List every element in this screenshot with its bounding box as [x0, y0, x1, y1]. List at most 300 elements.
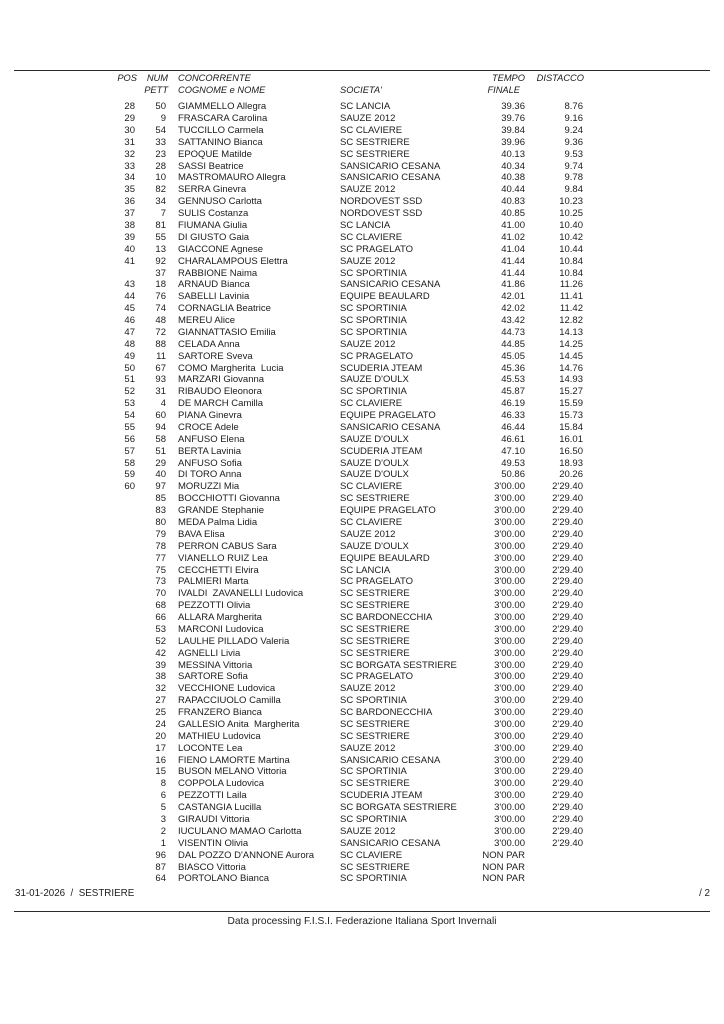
bib-number-cell: 93 [155, 374, 166, 386]
final-time-cell: 3'00.00 [494, 659, 525, 671]
gap-cell: 2'29.40 [552, 552, 583, 564]
pos-cell: 48 [124, 338, 135, 350]
club-cell: SC SPORTINIA [340, 814, 407, 825]
table-row [0, 220, 724, 232]
bib-number-cell: 37 [155, 267, 166, 279]
competitor-name-cell: DAL POZZO D'ANNONE Aurora [178, 849, 315, 861]
bib-number-cell: 38 [155, 671, 166, 683]
bib-number-cell: 32 [155, 683, 166, 695]
final-time-cell: 47.10 [501, 445, 525, 457]
club-cell: SAUZE 2012 [340, 683, 396, 695]
table-row [0, 660, 724, 672]
bib-number-cell: 68 [155, 600, 166, 612]
competitor-name-cell: PIANA Ginevra [178, 410, 242, 422]
competitor-name-cell: GIRAUDI Vittoria [178, 814, 250, 825]
gap-cell: 10.42 [559, 231, 583, 243]
table-row [0, 873, 724, 885]
column-header-distacco: DISTACCO [536, 73, 584, 83]
competitor-name-cell: CASTANGIA Lucilla [178, 802, 262, 814]
final-time-cell: 3'00.00 [494, 552, 525, 564]
pos-cell: 52 [124, 386, 135, 398]
table-row [0, 766, 724, 778]
pos-cell: 51 [124, 374, 135, 386]
final-time-cell: 46.33 [501, 410, 525, 422]
club-cell: SAUZE 2012 [340, 113, 396, 125]
club-cell: SC SPORTINIA [340, 873, 407, 885]
competitor-name-cell: MESSINA Vittoria [178, 659, 253, 671]
gap-cell: 10.40 [559, 220, 583, 231]
bib-number-cell: 94 [155, 421, 166, 433]
table-row [0, 826, 724, 838]
competitor-name-cell: PORTOLANO Bianca [178, 873, 269, 885]
bib-number-cell: 40 [155, 469, 166, 481]
club-cell: SAUZE D'OULX [340, 469, 409, 481]
bib-number-cell: 74 [155, 303, 166, 315]
table-row [0, 125, 724, 137]
gap-cell: 2'29.40 [552, 588, 583, 600]
gap-cell: 10.84 [559, 267, 583, 279]
table-row [0, 196, 724, 208]
final-time-cell: 3'00.00 [494, 540, 525, 552]
final-time-cell: NON PAR [482, 861, 525, 873]
table-row [0, 469, 724, 481]
club-cell: SCUDERIA JTEAM [340, 445, 423, 457]
competitor-name-cell: SASSI Beatrice [178, 160, 244, 172]
bib-number-cell: 42 [155, 647, 166, 659]
final-time-cell: NON PAR [482, 873, 525, 885]
competitor-name-cell: ANFUSO Sofia [178, 457, 242, 469]
club-cell: SC CLAVIERE [340, 481, 403, 493]
club-cell: SAUZE 2012 [340, 825, 396, 837]
bib-number-cell: 25 [155, 707, 166, 719]
bib-number-cell: 24 [155, 718, 166, 730]
club-cell: SCUDERIA JTEAM [340, 790, 423, 802]
bib-number-cell: 79 [155, 528, 166, 540]
table-row [0, 374, 724, 386]
club-cell: SAUZE D'OULX [340, 540, 409, 552]
final-time-cell: 46.19 [501, 398, 525, 410]
competitor-name-cell: GIAMMELLO Allegra [178, 101, 267, 113]
club-cell: SAUZE 2012 [340, 255, 396, 267]
competitor-name-cell: GALLESIO Anita Margherita [178, 718, 300, 730]
table-row [0, 707, 724, 719]
table-row [0, 850, 724, 862]
table-row [0, 422, 724, 434]
table-row [0, 172, 724, 184]
competitor-name-cell: VISENTIN Olivia [178, 837, 249, 849]
final-time-cell: 3'00.00 [494, 695, 525, 707]
club-cell: SANSICARIO CESANA [340, 421, 441, 433]
final-time-cell: 3'00.00 [494, 505, 525, 517]
table-row [0, 101, 724, 113]
final-time-cell: 3'00.00 [494, 802, 525, 814]
bib-number-cell: 3 [160, 814, 166, 825]
competitor-name-cell: MARCONI Ludovica [178, 623, 264, 635]
column-header-pos: POS [117, 73, 137, 83]
competitor-name-cell: FIENO LAMORTE Martina [178, 754, 290, 766]
final-time-cell: 3'00.00 [494, 493, 525, 505]
pos-cell: 38 [124, 220, 135, 231]
bib-number-cell: 64 [155, 873, 166, 885]
bib-number-cell: 53 [155, 623, 166, 635]
final-time-cell: 45.87 [501, 386, 525, 398]
club-cell: SC CLAVIERE [340, 517, 403, 528]
competitor-name-cell: GRANDE Stephanie [178, 505, 265, 517]
pos-cell: 58 [124, 457, 135, 469]
table-row [0, 802, 724, 814]
final-time-cell: 41.00 [501, 220, 525, 231]
competitor-name-cell: IUCULANO MAMAO Carlotta [178, 825, 302, 837]
club-cell: SC SPORTINIA [340, 766, 407, 778]
gap-cell: 10.23 [559, 196, 583, 208]
bib-number-cell: 85 [155, 493, 166, 505]
gap-cell: 2'29.40 [552, 814, 583, 825]
final-time-cell: 3'00.00 [494, 671, 525, 683]
club-cell: SC SESTRIERE [340, 647, 410, 659]
table-row [0, 279, 724, 291]
gap-cell: 2'29.40 [552, 540, 583, 552]
gap-cell: 9.74 [564, 160, 583, 172]
gap-cell: 2'29.40 [552, 481, 583, 493]
table-row [0, 434, 724, 446]
competitor-name-cell: BAVA Elisa [178, 528, 225, 540]
table-row [0, 778, 724, 790]
final-time-cell: 3'00.00 [494, 718, 525, 730]
club-cell: SC SESTRIERE [340, 600, 410, 612]
gap-cell: 2'29.40 [552, 825, 583, 837]
competitor-name-cell: SARTORE Sofia [178, 671, 248, 683]
table-row [0, 386, 724, 398]
table-row [0, 458, 724, 470]
club-cell: SC SPORTINIA [340, 303, 407, 315]
pos-cell: 29 [124, 113, 135, 125]
club-cell: SC BARDONECCHIA [340, 612, 433, 624]
bib-number-cell: 87 [155, 861, 166, 873]
table-row [0, 410, 724, 422]
gap-cell: 2'29.40 [552, 695, 583, 707]
table-row [0, 529, 724, 541]
final-time-cell: 41.86 [501, 279, 525, 291]
pos-cell: 30 [124, 124, 135, 136]
club-cell: SAUZE D'OULX [340, 433, 409, 445]
gap-cell: 2'29.40 [552, 802, 583, 814]
final-time-cell: 44.73 [501, 326, 525, 338]
table-row [0, 161, 724, 173]
competitor-name-cell: FRASCARA Carolina [178, 113, 268, 125]
header-top-rule [14, 70, 710, 71]
club-cell: SC SESTRIERE [340, 148, 410, 160]
club-cell: SANSICARIO CESANA [340, 160, 441, 172]
club-cell: SC CLAVIERE [340, 231, 403, 243]
gap-cell: 15.27 [559, 386, 583, 398]
final-time-cell: 42.01 [501, 291, 525, 303]
pos-cell: 53 [124, 398, 135, 410]
final-time-cell: 3'00.00 [494, 647, 525, 659]
club-cell: SC BORGATA SESTRIERE [340, 802, 457, 814]
table-row [0, 600, 724, 612]
bib-number-cell: 9 [160, 113, 166, 125]
table-row [0, 553, 724, 565]
gap-cell: 9.36 [564, 136, 583, 148]
club-cell: SAUZE 2012 [340, 528, 396, 540]
table-row [0, 636, 724, 648]
competitor-name-cell: CELADA Anna [178, 338, 240, 350]
gap-cell: 2'29.40 [552, 671, 583, 683]
column-header-concorrente: CONCORRENTE [178, 73, 251, 83]
pos-cell: 34 [124, 172, 135, 184]
bib-number-cell: 73 [155, 576, 166, 588]
gap-cell: 16.50 [559, 445, 583, 457]
competitor-name-cell: SABELLI Lavinia [178, 291, 250, 303]
pos-cell: 43 [124, 279, 135, 291]
bib-number-cell: 92 [155, 255, 166, 267]
bib-number-cell: 60 [155, 410, 166, 422]
competitor-name-cell: MATHIEU Ludovica [178, 730, 261, 742]
gap-cell: 2'29.40 [552, 576, 583, 588]
final-time-cell: 41.04 [501, 243, 525, 255]
gap-cell: 2'29.40 [552, 778, 583, 790]
gap-cell: 9.84 [564, 184, 583, 196]
club-cell: SC CLAVIERE [340, 398, 403, 410]
bib-number-cell: 48 [155, 315, 166, 327]
competitor-name-cell: BIASCO Vittoria [178, 861, 246, 873]
table-row [0, 268, 724, 280]
final-time-cell: 3'00.00 [494, 564, 525, 576]
table-row [0, 790, 724, 802]
gap-cell: 15.73 [559, 410, 583, 422]
table-row [0, 339, 724, 351]
final-time-cell: NON PAR [482, 849, 525, 861]
bib-number-cell: 50 [155, 101, 166, 113]
club-cell: EQUIPE PRAGELATO [340, 410, 436, 422]
final-time-cell: 40.13 [501, 148, 525, 160]
bib-number-cell: 34 [155, 196, 166, 208]
gap-cell: 2'29.40 [552, 564, 583, 576]
table-row [0, 719, 724, 731]
gap-cell: 11.26 [559, 279, 583, 291]
club-cell: SC SESTRIERE [340, 588, 410, 600]
competitor-name-cell: BERTA Lavinia [178, 445, 242, 457]
gap-cell: 20.26 [559, 469, 583, 481]
gap-cell: 2'29.40 [552, 612, 583, 624]
competitor-name-cell: DE MARCH Camilla [178, 398, 263, 410]
bib-number-cell: 81 [155, 220, 166, 231]
competitor-name-cell: IVALDI ZAVANELLI Ludovica [178, 588, 304, 600]
final-time-cell: 3'00.00 [494, 600, 525, 612]
gap-cell: 2'29.40 [552, 730, 583, 742]
club-cell: SC SESTRIERE [340, 730, 410, 742]
competitor-name-cell: MARZARI Giovanna [178, 374, 265, 386]
bib-number-cell: 82 [155, 184, 166, 196]
club-cell: SAUZE 2012 [340, 184, 396, 196]
gap-cell: 2'29.40 [552, 635, 583, 647]
bib-number-cell: 29 [155, 457, 166, 469]
club-cell: SC SESTRIERE [340, 861, 410, 873]
pos-cell: 37 [124, 208, 135, 220]
bib-number-cell: 18 [155, 279, 166, 291]
gap-cell: 11.41 [559, 291, 583, 303]
column-header-societa: SOCIETA' [340, 84, 382, 95]
bib-number-cell: 10 [155, 172, 166, 184]
table-row [0, 363, 724, 375]
competitor-name-cell: MEREU Alice [178, 315, 236, 327]
bib-number-cell: 77 [155, 552, 166, 564]
club-cell: SANSICARIO CESANA [340, 837, 441, 849]
competitor-name-cell: COPPOLA Ludovica [178, 778, 265, 790]
bib-number-cell: 96 [155, 849, 166, 861]
club-cell: SAUZE 2012 [340, 742, 396, 754]
final-time-cell: 41.44 [501, 267, 525, 279]
club-cell: SAUZE 2012 [340, 338, 396, 350]
gap-cell: 15.59 [559, 398, 583, 410]
table-row [0, 184, 724, 196]
pos-cell: 35 [124, 184, 135, 196]
bib-number-cell: 23 [155, 148, 166, 160]
final-time-cell: 3'00.00 [494, 754, 525, 766]
bib-number-cell: 20 [155, 730, 166, 742]
table-row [0, 137, 724, 149]
final-time-cell: 3'00.00 [494, 683, 525, 695]
pos-cell: 57 [124, 445, 135, 457]
competitor-name-cell: BUSON MELANO Vittoria [178, 766, 287, 778]
competitor-name-cell: VIANELLO RUIZ Lea [178, 552, 268, 564]
competitor-name-cell: RAPACCIUOLO Camilla [178, 695, 281, 707]
pos-cell: 45 [124, 303, 135, 315]
pos-cell: 47 [124, 326, 135, 338]
competitor-name-cell: FIUMANA Giulia [178, 220, 248, 231]
competitor-name-cell: FRANZERO Bianca [178, 707, 262, 719]
column-header-cognome-nome: COGNOME e NOME [178, 84, 266, 95]
gap-cell: 2'29.40 [552, 707, 583, 719]
bib-number-cell: 80 [155, 517, 166, 528]
club-cell: SC SESTRIERE [340, 718, 410, 730]
table-row [0, 244, 724, 256]
club-cell: SC BARDONECCHIA [340, 707, 433, 719]
bib-number-cell: 75 [155, 564, 166, 576]
bib-number-cell: 31 [155, 386, 166, 398]
footer-page-number: / 2 [699, 888, 710, 899]
pos-cell: 39 [124, 231, 135, 243]
pos-cell: 28 [124, 101, 135, 113]
gap-cell: 2'29.40 [552, 718, 583, 730]
bib-number-cell: 55 [155, 231, 166, 243]
club-cell: EQUIPE PRAGELATO [340, 505, 436, 517]
competitor-name-cell: BOCCHIOTTI Giovanna [178, 493, 280, 505]
final-time-cell: 44.85 [501, 338, 525, 350]
table-row [0, 351, 724, 363]
club-cell: SC CLAVIERE [340, 124, 403, 136]
footer-rule [14, 911, 710, 912]
competitor-name-cell: CECCHETTI Elvira [178, 564, 259, 576]
gap-cell: 2'29.40 [552, 623, 583, 635]
bib-number-cell: 66 [155, 612, 166, 624]
bib-number-cell: 39 [155, 659, 166, 671]
competitor-name-cell: LOCONTE Lea [178, 742, 243, 754]
competitor-name-cell: SARTORE Sveva [178, 350, 253, 362]
club-cell: SC PRAGELATO [340, 350, 414, 362]
club-cell: SANSICARIO CESANA [340, 279, 441, 291]
final-time-cell: 3'00.00 [494, 825, 525, 837]
competitor-name-cell: SERRA Ginevra [178, 184, 247, 196]
table-row [0, 517, 724, 529]
competitor-name-cell: EPOQUE Matilde [178, 148, 252, 160]
competitor-name-cell: CORNAGLIA Beatrice [178, 303, 271, 315]
competitor-name-cell: COMO Margherita Lucia [178, 362, 284, 374]
competitor-name-cell: CHARALAMPOUS Elettra [178, 255, 288, 267]
footer-caption: Data processing F.I.S.I. Federazione Italiana Sport Invernali [227, 916, 497, 927]
gap-cell: 2'29.40 [552, 754, 583, 766]
competitor-name-cell: GIACCONE Agnese [178, 243, 264, 255]
final-time-cell: 3'00.00 [494, 730, 525, 742]
pos-cell: 41 [124, 255, 135, 267]
bib-number-cell: 78 [155, 540, 166, 552]
bib-number-cell: 83 [155, 505, 166, 517]
final-time-cell: 46.44 [501, 421, 525, 433]
club-cell: NORDOVEST SSD [340, 196, 423, 208]
gap-cell: 2'29.40 [552, 683, 583, 695]
final-time-cell: 40.38 [501, 172, 525, 184]
final-time-cell: 3'00.00 [494, 517, 525, 528]
table-row [0, 481, 724, 493]
final-time-cell: 46.61 [501, 433, 525, 445]
pos-cell: 46 [124, 315, 135, 327]
club-cell: SC SPORTINIA [340, 695, 407, 707]
club-cell: SC LANCIA [340, 564, 391, 576]
pos-cell: 44 [124, 291, 135, 303]
table-row [0, 446, 724, 458]
table-row [0, 683, 724, 695]
gap-cell: 2'29.40 [552, 790, 583, 802]
gap-cell: 14.25 [559, 338, 583, 350]
pos-cell: 32 [124, 148, 135, 160]
footer-date-place: 31-01-2026 / SESTRIERE [15, 888, 135, 899]
gap-cell: 14.76 [559, 362, 583, 374]
table-row [0, 814, 724, 826]
competitor-name-cell: SATTANINO Bianca [178, 136, 263, 148]
bib-number-cell: 97 [155, 481, 166, 493]
gap-cell: 9.24 [564, 124, 583, 136]
table-row [0, 303, 724, 315]
competitor-name-cell: RIBAUDO Eleonora [178, 386, 262, 398]
bib-number-cell: 67 [155, 362, 166, 374]
bib-number-cell: 17 [155, 742, 166, 754]
bib-number-cell: 2 [160, 825, 166, 837]
table-row [0, 565, 724, 577]
final-time-cell: 39.36 [501, 101, 525, 113]
bib-number-cell: 33 [155, 136, 166, 148]
competitor-name-cell: MASTROMAURO Allegra [178, 172, 286, 184]
table-row [0, 493, 724, 505]
gap-cell: 9.78 [564, 172, 583, 184]
table-row [0, 588, 724, 600]
final-time-cell: 3'00.00 [494, 481, 525, 493]
table-row [0, 743, 724, 755]
table-row [0, 612, 724, 624]
gap-cell: 14.13 [559, 326, 583, 338]
club-cell: SC SESTRIERE [340, 136, 410, 148]
bib-number-cell: 16 [155, 754, 166, 766]
column-header-pett: PETT [144, 84, 168, 95]
table-row [0, 671, 724, 683]
final-time-cell: 42.02 [501, 303, 525, 315]
table-row [0, 505, 724, 517]
final-time-cell: 40.83 [501, 196, 525, 208]
bib-number-cell: 1 [160, 837, 166, 849]
gap-cell: 2'29.40 [552, 837, 583, 849]
gap-cell: 9.16 [564, 113, 583, 125]
table-row [0, 256, 724, 268]
pos-cell: 31 [124, 136, 135, 148]
